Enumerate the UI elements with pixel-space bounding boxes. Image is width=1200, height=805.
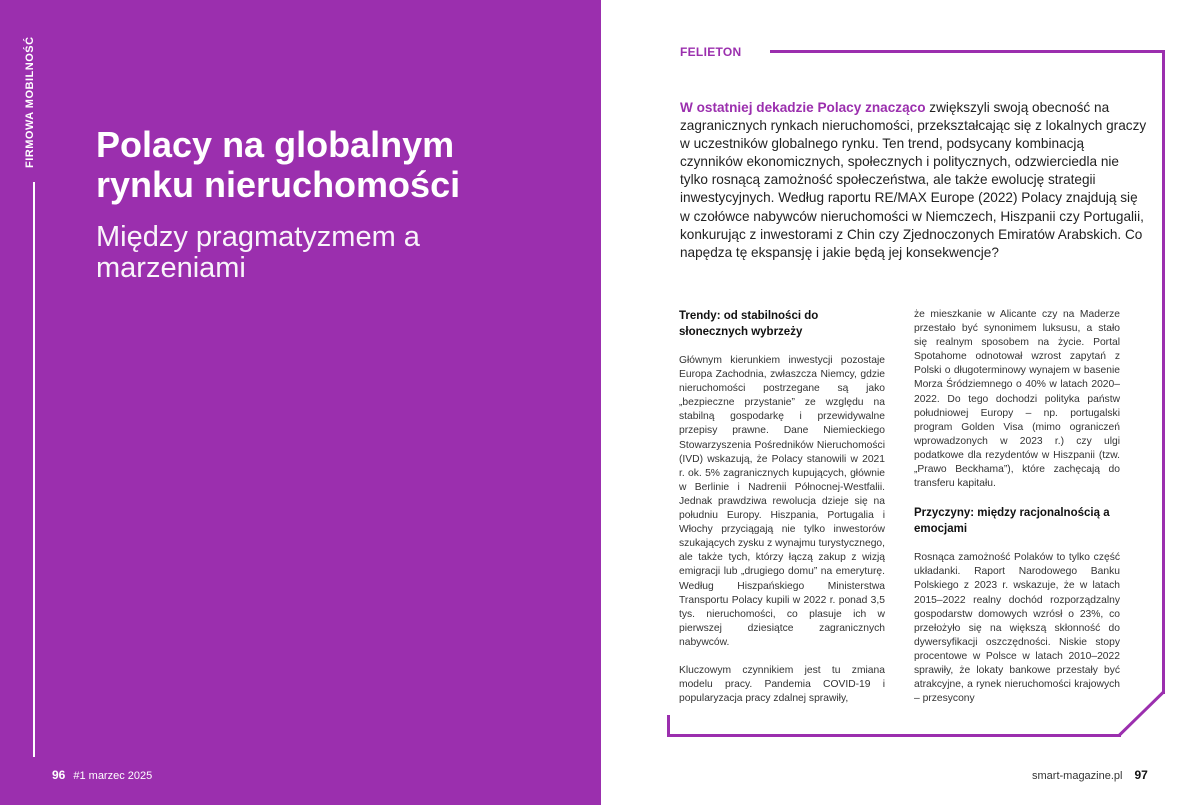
lead-highlight: W ostatniej dekadzie Polacy znacząco: [680, 100, 926, 115]
article-subtitle: Między pragmatyzmem a marzeniami: [96, 221, 420, 284]
site-url: smart-magazine.pl: [1032, 770, 1123, 782]
text-column-2: [914, 308, 1120, 706]
right-page-number: 97: [1134, 768, 1148, 782]
text-column-1: [679, 308, 885, 706]
column-2-paragraph-1: że mieszkanie w Alicante czy na Maderze przestało być synonimem luksusu, a stało się realnym sposobem na życie. Portal Spotahome odnotował wzrost zapytań z Polski o długoterminowy wynajem w basenie Morza Śródziemnego o 40% w latach 2020–2022. Do tego dochodzi polityka państw południowej Europy – np. portugalski program Golden Visa (mimo ograniczeń wprowadzonych w 2023 r.) czy ulgi podatkowe dla rezydentów w Hiszpanii (tzw. „Prawo Beckhama”), które zachęcają do transferu kapitału.: [914, 309, 1120, 490]
column-1-paragraph-1: Głównym kierunkiem inwestycji pozostaje Europa Zachodnia, zwłaszcza Niemcy, gdzie nieruchomości postrzegane są jako „bezpieczne przystanie” ze względu na stabilną gospodarkę i przewidywalne przepisy prawne. Dane Niemieckiego Stowarzyszenia Pośredników Nieruchomości (IVD) wskazują, że Polacy stanowili w 2021 r. ok. 5% zagranicznych kupujących, głównie w Berlinie i Nadrenii Północnej-Westfalii. Jednak prawdziwa rewolucja dzieje się na południu Europy. Hiszpania, Portugalia i Włochy przyciągają nie tylko inwestorów szukających zysku z wynajmu turystycznego, ale także tych, którzy łączą zakup z wizją emigracji lub „drugiego domu” na emeryturę. Według Hiszpańskiego Ministerstwa Transportu Polacy kupili w 2022 r. ponad 3,5 tys. nieruchomości, co plasuje ich w pierwszej dziesiątce zagranicznych nabywców.: [679, 355, 886, 648]
lead-paragraph: [680, 99, 1150, 262]
article-title: Polacy na globalnym rynku nieruchomości: [96, 124, 461, 205]
lead-rest: zwiększyli swoją obecność na zagranicznych rynkach nieruchomości, przekształcając się z lokalnych graczy w uczestników globalnego rynku. Ten trend, podsycany kombinacją czynników ekonomicznych, społecznych i politycznych, odzwierciedla nie tylko rosnącą zamożność społeczeństwa, ale także ewolucję strategii inwestycyjnych. Według raportu RE/MAX Europe (2022) Polacy znajdują się w czołówce nabywców nieruchomości w Niemczech, Hiszpanii czy Portugalii, konkurując z inwestorami z Chin czy Zjednoczonych Emiratów Arabskich. Co napędza tę ekspansję i jakie będą jej konsekwencje?: [680, 100, 1147, 260]
right-folio: [1032, 768, 1148, 782]
column-2-heading: Przyczyny: między racjonalnością a emocjami: [914, 507, 1110, 536]
side-section-label: FIRMOWA MOBILNOŚĆ: [24, 36, 36, 168]
column-1-heading: Trendy: od stabilności do słonecznych wybrzeży: [679, 310, 819, 338]
issue-label: #1 marzec 2025: [73, 770, 153, 782]
column-1-paragraph-2: Kluczowym czynnikiem jest tu zmiana modelu pracy. Pandemia COVID-19 i popularyzacja pracy zdalnej sprawiły,: [679, 664, 885, 705]
column-2-paragraph-2: Rosnąca zamożność Polaków to tylko część układanki. Raport Narodowego Banku Polskiego z 2023 r. wskazuje, że w latach 2015–2022 realny dochód rozporządzalny gospodarstw domowych wzrósł o 23%, co przełożyło się na większą skłonność do dywersyfikacji oszczędności. Niskie stopy procentowe w Polsce w latach 2010–2022 sprawiły, że lokaty bankowe przestały być atrakcyjne, a rynek nieruchomości krajowych – przesycony: [914, 552, 1120, 705]
left-page-number: 96: [52, 768, 66, 782]
section-label: FELIETON: [680, 45, 742, 59]
